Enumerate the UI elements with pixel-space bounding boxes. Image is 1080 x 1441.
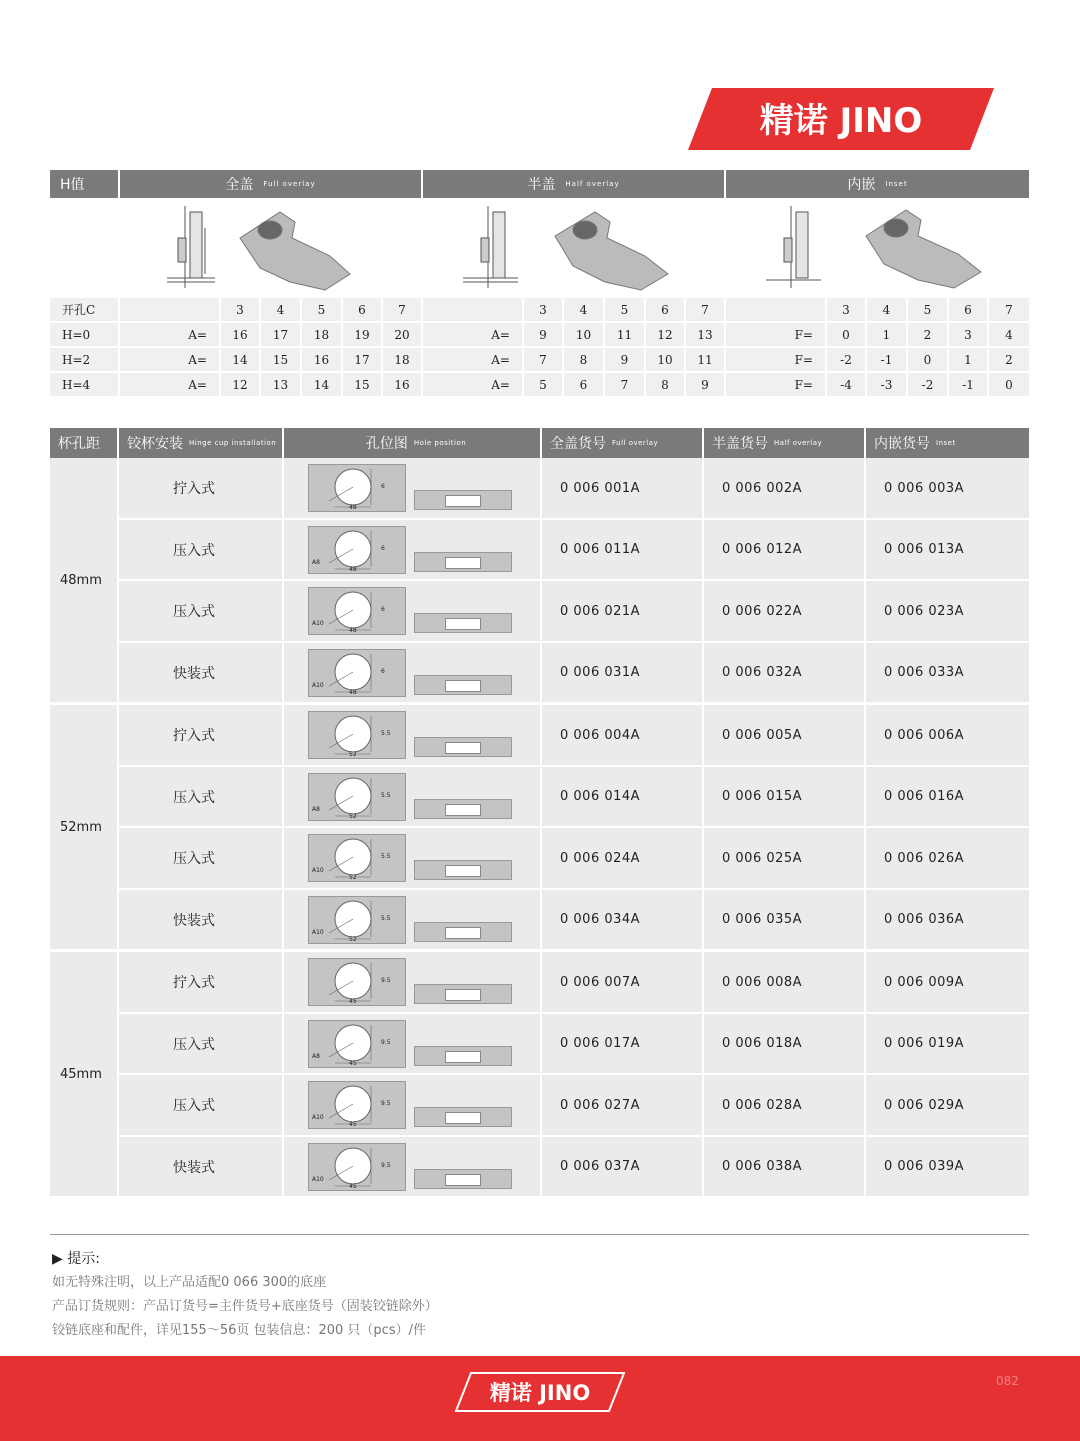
base-slot-drawing [414, 1046, 512, 1066]
half-part-number: 0 006 012A [704, 520, 866, 579]
full-part-number: 0 006 001A [542, 458, 704, 518]
side-dim: A10 [312, 1114, 324, 1121]
spec-row: H=0 A= 16 17 18 19 20 A= 9 10 11 12 13 F= 0 1 2 3 4 [50, 323, 1029, 348]
full-part-number: 0 006 034A [542, 890, 704, 949]
cup-hole-drawing [308, 773, 406, 821]
cup-hole-drawing [308, 834, 406, 882]
inset-part-number: 0 006 039A [866, 1137, 1029, 1196]
installation-type: 压入式 [119, 767, 284, 826]
hole-position-diagram [284, 458, 542, 518]
cup-distance-dim: 52 [349, 936, 357, 943]
half-part-number: 0 006 015A [704, 767, 866, 826]
installation-type: 压入式 [119, 581, 284, 641]
spec-table [50, 170, 1029, 398]
cup-distance-header: 杯孔距 [50, 428, 119, 458]
cup-distance-dim: 45 [349, 1183, 357, 1190]
edge-dim: 9.5 [381, 977, 391, 984]
installation-type: 快装式 [119, 643, 284, 702]
inset-header: 内嵌 Inset [726, 170, 1029, 198]
base-slot-drawing [414, 984, 512, 1004]
installation-type: 压入式 [119, 1014, 284, 1073]
full-part-number: 0 006 011A [542, 520, 704, 579]
cup-distance-dim: 48 [349, 627, 357, 634]
edge-dim: 6 [381, 483, 385, 490]
hole-position-diagram [284, 581, 542, 641]
half-part-number: 0 006 025A [704, 828, 866, 888]
notes [52, 1247, 438, 1343]
half-part-number: 0 006 032A [704, 643, 866, 702]
cup-hole-drawing [308, 896, 406, 944]
installation-type: 拧入式 [119, 952, 284, 1012]
side-dim: A8 [312, 806, 320, 813]
hole-position-diagram [284, 705, 542, 765]
full-part-number: 0 006 027A [542, 1075, 704, 1135]
base-slot-drawing [414, 613, 512, 633]
cup-distance-dim: 45 [349, 1121, 357, 1128]
full-overlay-code-header: 全盖货号 Full overlay [542, 428, 704, 458]
full-part-number: 0 006 021A [542, 581, 704, 641]
edge-dim: 5.5 [381, 792, 391, 799]
edge-dim: 6 [381, 545, 385, 552]
cup-distance-label: 52mm [50, 705, 119, 952]
inset-part-number: 0 006 013A [866, 520, 1029, 579]
full-part-number: 0 006 017A [542, 1014, 704, 1073]
note-line: 如无特殊注明，以上产品适配0 066 300的底座 [52, 1275, 327, 1290]
footer-logo [455, 1372, 625, 1416]
edge-dim: 9.5 [381, 1039, 391, 1046]
inset-part-number: 0 006 036A [866, 890, 1029, 949]
hinge-images-row [50, 198, 1029, 298]
parts-table [50, 428, 1029, 1199]
installation-type: 压入式 [119, 520, 284, 579]
edge-dim: 9.5 [381, 1100, 391, 1107]
cup-hole-drawing [308, 1020, 406, 1068]
cup-distance-dim: 52 [349, 751, 357, 758]
cup-hole-drawing [308, 1081, 406, 1129]
cup-distance-label: 48mm [50, 458, 119, 705]
installation-type: 快装式 [119, 890, 284, 949]
full-part-number: 0 006 007A [542, 952, 704, 1012]
hole-position-diagram [284, 828, 542, 888]
hole-position-diagram [284, 890, 542, 949]
footer [0, 1356, 1080, 1441]
base-slot-drawing [414, 490, 512, 510]
inset-part-number: 0 006 019A [866, 1014, 1029, 1073]
installation-type: 快装式 [119, 1137, 284, 1196]
base-slot-drawing [414, 860, 512, 880]
footer-logo-text: 精诺 JINO [489, 1381, 591, 1405]
side-dim: A10 [312, 620, 324, 627]
half-overlay-code-header: 半盖货号 Half overlay [704, 428, 866, 458]
base-slot-drawing [414, 1169, 512, 1189]
half-part-number: 0 006 008A [704, 952, 866, 1012]
spec-row: H=4 A= 12 13 14 15 16 A= 5 6 7 8 9 F= -4 -3 -2 -1 0 [50, 373, 1029, 398]
side-dim: A8 [312, 1053, 320, 1060]
installation-type: 压入式 [119, 1075, 284, 1135]
parts-table-header [50, 428, 1029, 458]
half-overlay-hinge-image [423, 198, 726, 298]
cup-hole-drawing [308, 526, 406, 574]
notes-title: ▶ 提示: [52, 1251, 100, 1267]
base-slot-drawing [414, 737, 512, 757]
full-part-number: 0 006 004A [542, 705, 704, 765]
half-overlay-header: 半盖 Half overlay [423, 170, 726, 198]
cup-distance-dim: 48 [349, 566, 357, 573]
cup-distance-dim: 52 [349, 813, 357, 820]
full-part-number: 0 006 014A [542, 767, 704, 826]
inset-hinge-image [726, 198, 1029, 298]
table-row [119, 1075, 1029, 1137]
full-part-number: 0 006 031A [542, 643, 704, 702]
half-part-number: 0 006 038A [704, 1137, 866, 1196]
side-dim: A8 [312, 559, 320, 566]
hole-position-diagram [284, 767, 542, 826]
half-part-number: 0 006 035A [704, 890, 866, 949]
cup-distance-dim: 45 [349, 1060, 357, 1067]
table-row [119, 705, 1029, 767]
cup-distance-label: 45mm [50, 952, 119, 1199]
table-row [119, 890, 1029, 952]
spec-row: H=2 A= 14 15 16 17 18 A= 7 8 9 10 11 F= -2 -1 0 1 2 [50, 348, 1029, 373]
inset-part-number: 0 006 033A [866, 643, 1029, 702]
base-slot-drawing [414, 1107, 512, 1127]
inset-part-number: 0 006 009A [866, 952, 1029, 1012]
table-row [119, 828, 1029, 890]
full-part-number: 0 006 024A [542, 828, 704, 888]
table-row [119, 1014, 1029, 1075]
inset-part-number: 0 006 003A [866, 458, 1029, 518]
cup-distance-dim: 52 [349, 874, 357, 881]
cup-hole-drawing [308, 958, 406, 1006]
inset-part-number: 0 006 016A [866, 767, 1029, 826]
base-slot-drawing [414, 675, 512, 695]
half-part-number: 0 006 005A [704, 705, 866, 765]
h-value-header: H值 [50, 170, 120, 198]
installation-type: 拧入式 [119, 705, 284, 765]
table-row [119, 1137, 1029, 1199]
installation-header: 铰杯安装 Hinge cup installation [119, 428, 284, 458]
inset-part-number: 0 006 023A [866, 581, 1029, 641]
table-row [119, 520, 1029, 581]
brand-logo [688, 88, 994, 150]
edge-dim: 5.5 [381, 730, 391, 737]
side-dim: A10 [312, 929, 324, 936]
edge-dim: 6 [381, 668, 385, 675]
edge-dim: 6 [381, 606, 385, 613]
base-slot-drawing [414, 922, 512, 942]
table-row [119, 581, 1029, 643]
inset-part-number: 0 006 029A [866, 1075, 1029, 1135]
edge-dim: 9.5 [381, 1162, 391, 1169]
half-part-number: 0 006 022A [704, 581, 866, 641]
cup-distance-dim: 48 [349, 689, 357, 696]
inset-part-number: 0 006 006A [866, 705, 1029, 765]
hole-position-diagram [284, 952, 542, 1012]
hole-position-diagram [284, 1075, 542, 1135]
full-overlay-hinge-image [120, 198, 423, 298]
cup-distance-dim: 48 [349, 504, 357, 511]
cup-hole-drawing [308, 464, 406, 512]
note-line: 产品订货规则：产品订货号=主件货号+底座货号（固装铰链除外） [52, 1299, 438, 1314]
divider [50, 1234, 1029, 1235]
half-part-number: 0 006 028A [704, 1075, 866, 1135]
edge-dim: 5.5 [381, 915, 391, 922]
cup-distance-group [50, 458, 1029, 705]
inset-part-number: 0 006 026A [866, 828, 1029, 888]
half-part-number: 0 006 002A [704, 458, 866, 518]
page-number: 082 [996, 1374, 1019, 1388]
cup-distance-dim: 45 [349, 998, 357, 1005]
cup-hole-drawing [308, 649, 406, 697]
inset-code-header: 内嵌货号 Inset [866, 428, 1029, 458]
cup-hole-drawing [308, 587, 406, 635]
table-row [119, 767, 1029, 828]
bore-size-row: 开孔C 3 4 5 6 7 3 4 5 6 7 3 4 5 6 7 [50, 298, 1029, 323]
full-overlay-header: 全盖 Full overlay [120, 170, 423, 198]
edge-dim: 5.5 [381, 853, 391, 860]
half-part-number: 0 006 018A [704, 1014, 866, 1073]
cup-hole-drawing [308, 711, 406, 759]
side-dim: A10 [312, 867, 324, 874]
table-row [119, 643, 1029, 705]
table-row [119, 458, 1029, 520]
hole-position-header: 孔位图 Hole position [284, 428, 542, 458]
hole-position-diagram [284, 520, 542, 579]
hole-position-diagram [284, 643, 542, 702]
side-dim: A10 [312, 682, 324, 689]
base-slot-drawing [414, 552, 512, 572]
note-line: 铰链底座和配件，详见155～56页 包装信息：200 只（pcs）/件 [52, 1323, 426, 1338]
base-slot-drawing [414, 799, 512, 819]
table-row [119, 952, 1029, 1014]
cup-hole-drawing [308, 1143, 406, 1191]
spec-table-header [50, 170, 1029, 198]
brand-logo-text: 精诺 JINO [759, 101, 923, 141]
hole-position-diagram [284, 1137, 542, 1196]
cup-distance-group [50, 952, 1029, 1199]
full-part-number: 0 006 037A [542, 1137, 704, 1196]
installation-type: 拧入式 [119, 458, 284, 518]
cup-distance-group [50, 705, 1029, 952]
side-dim: A10 [312, 1176, 324, 1183]
hole-position-diagram [284, 1014, 542, 1073]
installation-type: 压入式 [119, 828, 284, 888]
